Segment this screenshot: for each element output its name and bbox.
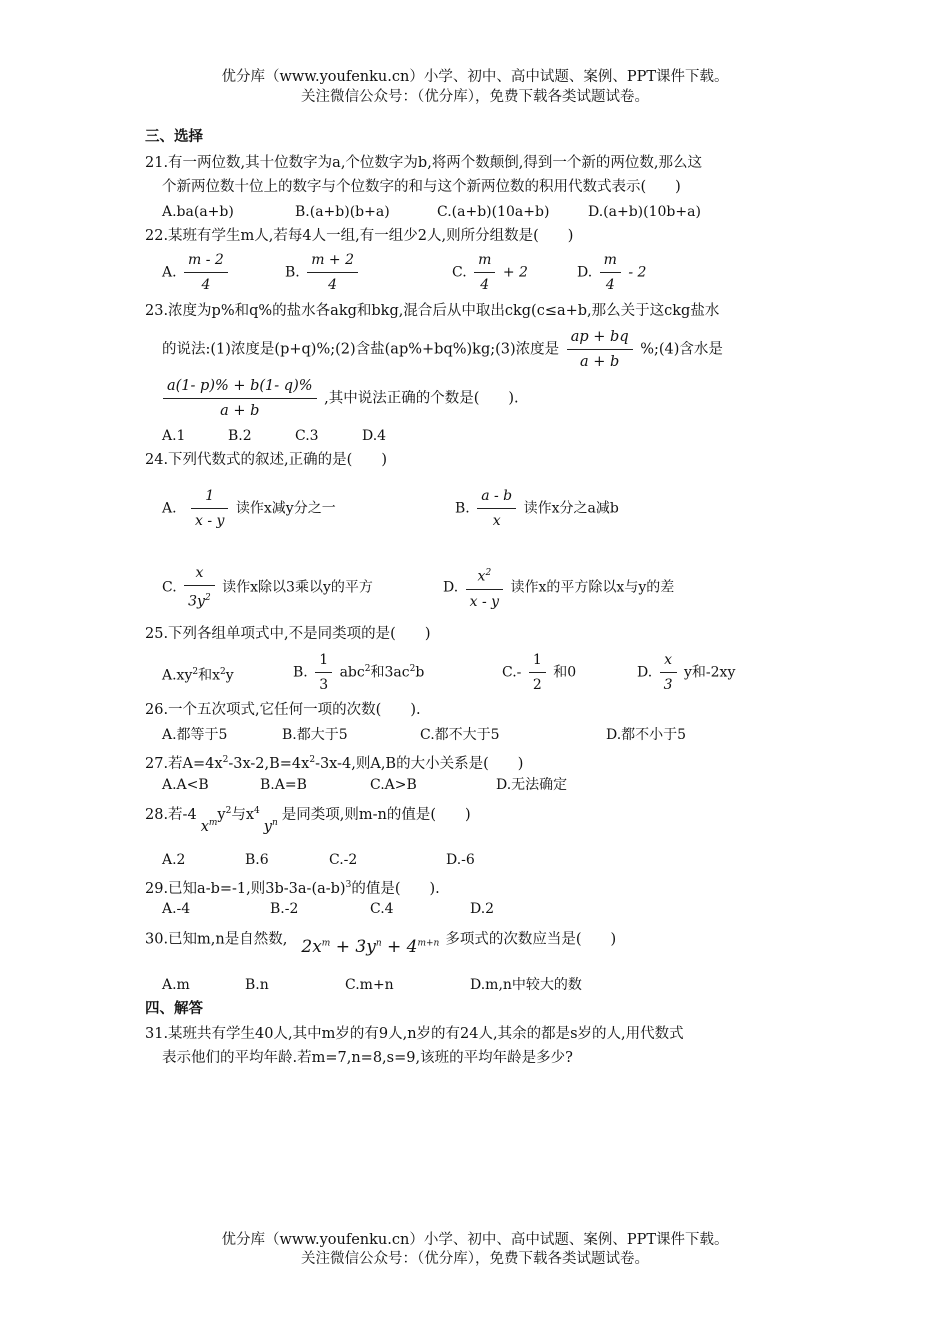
q23-text-line3-b: ,其中说法正确的个数是( ). bbox=[324, 390, 519, 407]
q24-option-a-label: A. bbox=[162, 500, 177, 517]
q24-option-a-text: 读作x减y分之一 bbox=[235, 500, 336, 517]
denominator bbox=[184, 586, 215, 612]
exponent: m+n bbox=[417, 938, 440, 948]
term: + 3y bbox=[335, 936, 376, 957]
q22-option-d-tail: - 2 bbox=[628, 264, 647, 281]
q30-option-c: C.m+n bbox=[345, 977, 394, 993]
q30-text-a: 30.已知m,n是自然数, bbox=[145, 931, 288, 948]
numerator: m bbox=[600, 250, 621, 273]
denominator: 4 bbox=[605, 277, 615, 293]
exponent: 2 bbox=[192, 667, 199, 677]
q31-text-line1: 31.某班共有学生40人,其中m岁的有9人,n岁的有24人,其余的都是s岁的人,用代数式 bbox=[145, 1026, 684, 1042]
q24-text-line1: 24.下列代数式的叙述,正确的是( ) bbox=[145, 452, 387, 468]
q29-text-b: 的值是( ). bbox=[351, 880, 440, 897]
q24-option-a-fraction bbox=[191, 486, 228, 531]
numerator-exponent: 2 bbox=[485, 568, 492, 578]
numerator: 1 bbox=[191, 486, 228, 509]
base: y bbox=[217, 806, 226, 823]
q23-option-a: A.1 bbox=[162, 428, 186, 444]
q22-option-b-fraction bbox=[307, 250, 358, 295]
q28-x-term bbox=[201, 819, 218, 835]
q21-text-line1: 21.有一两位数,其十位数字为a,个位数字为b,将两个数颠倒,得到一个新的两位数,那么这 bbox=[145, 155, 703, 171]
q28-option-d: D.-6 bbox=[446, 852, 475, 868]
exponent: n bbox=[271, 818, 278, 828]
numerator: a - b bbox=[477, 486, 516, 509]
q24-option-b-text: 读作x分之a减b bbox=[523, 500, 619, 517]
exponent: 2 bbox=[222, 755, 229, 765]
q23-text-line3 bbox=[160, 376, 519, 421]
numerator: m + 2 bbox=[307, 250, 358, 273]
q27-option-a: A.A<B bbox=[162, 777, 209, 793]
q25-option-d bbox=[637, 650, 735, 695]
q25-option-b-end: b bbox=[415, 664, 425, 681]
q25-option-a-mid: 和x bbox=[198, 667, 221, 684]
q28-text-b: 与x bbox=[231, 806, 255, 823]
denominator: x - y bbox=[469, 593, 500, 610]
q26-option-c: C.都不大于5 bbox=[420, 727, 500, 743]
exponent: n bbox=[375, 938, 382, 948]
q25-option-a bbox=[162, 662, 234, 686]
q25-option-d-fraction bbox=[660, 650, 677, 695]
q29-option-c: C.4 bbox=[370, 901, 394, 917]
q24-option-a bbox=[162, 486, 336, 531]
base: x bbox=[200, 818, 209, 835]
q28-option-a: A.2 bbox=[162, 852, 186, 868]
q23-option-b: B.2 bbox=[228, 428, 252, 444]
q23-option-d: D.4 bbox=[362, 428, 387, 444]
q25-option-a-label: A.xy bbox=[162, 667, 193, 684]
numerator: m - 2 bbox=[184, 250, 228, 273]
numerator: x bbox=[660, 650, 677, 673]
page-footer-line2: 关注微信公众号：（优分库），免费下载各类试题试卷。 bbox=[301, 1251, 649, 1267]
numerator-base: x bbox=[477, 568, 486, 585]
q27-text-a: 27.若A=4x bbox=[145, 755, 223, 772]
q25-option-d-text: y和-2xy bbox=[684, 664, 736, 681]
q25-option-b-label: B. bbox=[293, 664, 308, 681]
q25-option-c-fraction bbox=[529, 650, 546, 695]
q26-option-a: A.都等于5 bbox=[162, 727, 228, 743]
q28-text-a: 28.若-4 bbox=[145, 806, 197, 823]
q22-option-b-label: B. bbox=[285, 264, 300, 281]
denominator: a + b bbox=[580, 354, 620, 370]
q29-text-a: 29.已知a-b=-1,则3b-3a-(a-b) bbox=[145, 880, 346, 897]
exponent: 2 bbox=[364, 663, 371, 674]
q24-option-d-label: D. bbox=[443, 579, 459, 596]
q24-option-d bbox=[443, 563, 674, 612]
q21-option-a: A.ba(a+b) bbox=[162, 204, 234, 220]
section-title-choice: 三、选择 bbox=[145, 128, 203, 145]
q23-concentration-fraction bbox=[567, 327, 633, 372]
q23-text-line2-b: %;(4)含水是 bbox=[640, 341, 723, 358]
q25-option-c bbox=[502, 650, 576, 695]
q28-option-b: B.6 bbox=[245, 852, 269, 868]
q30-option-d: D.m,n中较大的数 bbox=[470, 977, 582, 993]
denominator: 4 bbox=[480, 277, 490, 293]
exponent: 2 bbox=[409, 663, 416, 674]
q28-option-c: C.-2 bbox=[329, 852, 358, 868]
q21-option-d: D.(a+b)(10b+a) bbox=[588, 204, 701, 220]
q28-y-term bbox=[264, 819, 278, 835]
q26-option-d: D.都不小于5 bbox=[606, 727, 687, 743]
q24-option-b-fraction bbox=[477, 486, 516, 531]
q30-option-b: B.n bbox=[245, 977, 269, 993]
q22-option-d-fraction bbox=[600, 250, 621, 295]
exponent: 4 bbox=[254, 806, 260, 816]
denominator-exponent: 2 bbox=[204, 593, 211, 603]
numerator: 1 bbox=[529, 650, 546, 673]
q22-option-d-label: D. bbox=[577, 264, 593, 281]
numerator: x bbox=[184, 563, 215, 586]
q25-option-d-label: D. bbox=[637, 664, 653, 681]
q25-option-b-fraction bbox=[315, 650, 332, 695]
q28-text-line1 bbox=[145, 801, 471, 835]
q24-option-b bbox=[455, 486, 619, 531]
page-header-line1: 优分库（www.youfenku.cn）小学、初中、高中试题、案例、PPT课件下载。 bbox=[221, 69, 729, 85]
q25-option-b-text2: 和3ac bbox=[370, 664, 410, 681]
q22-option-c-label: C. bbox=[452, 264, 467, 281]
q24-option-b-label: B. bbox=[455, 500, 470, 517]
q21-text-line2: 个新两位数十位上的数字与个位数字的和与这个新两位数的积用代数式表示( ) bbox=[162, 179, 681, 195]
q25-option-b bbox=[293, 650, 424, 695]
denominator: x bbox=[492, 513, 501, 529]
exponent: 2 bbox=[309, 755, 316, 765]
exponent: 2 bbox=[220, 667, 226, 677]
q23-water-fraction bbox=[163, 376, 317, 421]
numerator: 1 bbox=[315, 650, 332, 673]
q31-text-line2: 表示他们的平均年龄.若m=7,n=8,s=9,该班的平均年龄是多少? bbox=[162, 1050, 573, 1066]
q25-option-c-text: 和0 bbox=[553, 664, 577, 681]
q29-text-line1 bbox=[145, 875, 440, 899]
q25-text-line1: 25.下列各组单项式中,不是同类项的是( ) bbox=[145, 626, 431, 642]
q21-option-b: B.(a+b)(b+a) bbox=[295, 204, 390, 220]
q29-option-d: D.2 bbox=[470, 901, 495, 917]
exponent: 2 bbox=[225, 806, 232, 816]
numerator bbox=[466, 563, 503, 590]
q26-text-line1: 26.一个五次项式,它任何一项的次数( ). bbox=[145, 702, 421, 718]
denominator: 3 bbox=[319, 677, 329, 693]
term: + 4 bbox=[387, 936, 418, 957]
numerator: m bbox=[474, 250, 495, 273]
q22-option-a bbox=[162, 250, 231, 295]
denominator: a + b bbox=[220, 403, 260, 419]
page-header-line2: 关注微信公众号：（优分库），免费下载各类试题试卷。 bbox=[301, 89, 649, 105]
q26-option-b: B.都大于5 bbox=[282, 727, 348, 743]
q27-text-c: -3x-4,则A,B的大小关系是( ) bbox=[315, 755, 524, 772]
q22-option-a-label: A. bbox=[162, 264, 177, 281]
q24-option-c bbox=[162, 563, 373, 612]
denominator: x - y bbox=[195, 513, 225, 529]
denominator-base: 3y bbox=[188, 593, 205, 610]
q23-option-c: C.3 bbox=[295, 428, 319, 444]
q30-polynomial bbox=[301, 937, 439, 957]
q24-option-d-text: 读作x的平方除以x与y的差 bbox=[510, 579, 675, 596]
q24-option-c-text: 读作x除以3乘以y的平方 bbox=[222, 579, 373, 596]
q22-option-d bbox=[577, 250, 646, 295]
denominator: 2 bbox=[532, 677, 542, 693]
denominator: 4 bbox=[328, 277, 338, 293]
q27-option-c: C.A>B bbox=[370, 777, 417, 793]
q27-text-line1 bbox=[145, 750, 523, 774]
q22-option-b bbox=[285, 250, 361, 295]
q24-option-d-fraction bbox=[466, 563, 503, 612]
numerator: ap + bq bbox=[567, 327, 633, 350]
q24-option-c-fraction bbox=[184, 563, 215, 612]
q27-option-d: D.无法确定 bbox=[496, 777, 568, 793]
term: 2x bbox=[301, 936, 322, 957]
q25-option-b-text: abc bbox=[339, 664, 365, 681]
page-footer-line1: 优分库（www.youfenku.cn）小学、初中、高中试题、案例、PPT课件下载。 bbox=[221, 1232, 729, 1248]
q25-option-a-end: y bbox=[225, 667, 234, 684]
q27-text-b: -3x-2,B=4x bbox=[228, 755, 310, 772]
denominator: 4 bbox=[201, 277, 211, 293]
q29-option-a: A.-4 bbox=[162, 901, 191, 917]
q23-text-line2 bbox=[162, 327, 723, 372]
q22-option-c bbox=[452, 250, 528, 295]
section-title-answer: 四、解答 bbox=[145, 1000, 203, 1017]
q30-text-b: 多项式的次数应当是( ) bbox=[445, 931, 617, 948]
q22-option-c-fraction bbox=[474, 250, 495, 295]
q22-option-c-tail: + 2 bbox=[502, 264, 528, 281]
q21-option-c: C.(a+b)(10a+b) bbox=[437, 204, 550, 220]
q23-text-line1: 23.浓度为p%和q%的盐水各akg和bkg,混合后从中取出ckg(c≤a+b,那么关于这ckg盐水 bbox=[145, 303, 720, 319]
exponent: 3 bbox=[345, 880, 352, 890]
exponent: m bbox=[321, 938, 331, 948]
exponent: m bbox=[208, 818, 218, 828]
q23-text-line2-a: 的说法:(1)浓度是(p+q)%;(2)含盐(ap%+bq%)kg;(3)浓度是 bbox=[162, 341, 560, 358]
q27-option-b: B.A=B bbox=[260, 777, 307, 793]
q30-option-a: A.m bbox=[162, 977, 190, 993]
numerator: a(1- p)% + b(1- q)% bbox=[163, 376, 317, 399]
q22-text-line1: 22.某班有学生m人,若每4人一组,有一组少2人,则所分组数是( ) bbox=[145, 228, 574, 244]
q29-option-b: B.-2 bbox=[270, 901, 299, 917]
q24-option-c-label: C. bbox=[162, 579, 177, 596]
q22-option-a-fraction bbox=[184, 250, 228, 295]
denominator: 3 bbox=[663, 677, 673, 693]
base: y bbox=[263, 818, 272, 835]
q30-text-line1 bbox=[145, 925, 617, 957]
q28-text-c: 是同类项,则m-n的值是( ) bbox=[281, 806, 471, 823]
q25-option-c-label: C.- bbox=[502, 664, 522, 681]
